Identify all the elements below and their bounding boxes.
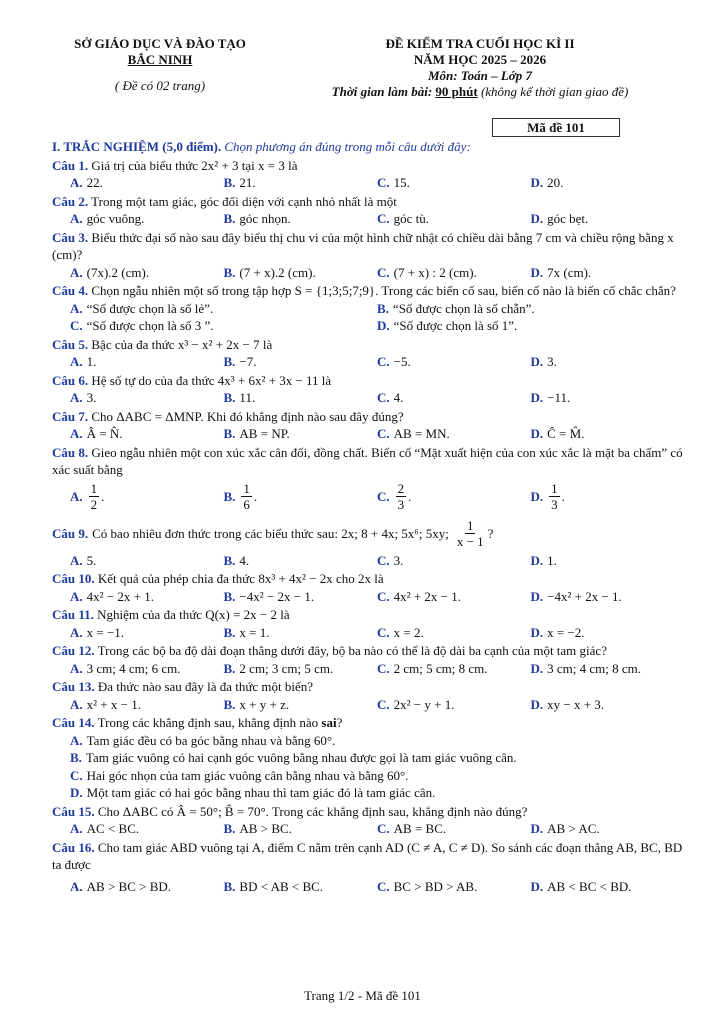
option-label: D. — [530, 354, 544, 369]
option-label: D. — [530, 821, 544, 836]
option-label: C. — [377, 354, 390, 369]
option-text: 3. — [393, 552, 404, 568]
option-b — [224, 264, 378, 282]
option-text: xy − x + 3. — [547, 696, 605, 712]
time-label: Thời gian làm bài: — [331, 84, 433, 99]
option-label: D. — [530, 390, 544, 405]
option-a — [70, 425, 224, 443]
option-label: D. — [530, 175, 544, 190]
option-label: C. — [377, 390, 390, 405]
option-c — [377, 878, 531, 896]
question — [52, 336, 684, 354]
option-text: 21. — [239, 175, 256, 190]
option-label: D. — [530, 624, 544, 640]
option-a — [70, 264, 224, 282]
option-label: A. — [70, 426, 83, 441]
question-number: Câu 4. — [52, 283, 89, 298]
option-text: 4x² + 2x − 1. — [393, 588, 461, 604]
option-label: C. — [377, 624, 390, 640]
fraction — [89, 481, 100, 512]
question-text: Kết quả của phép chia đa thức 8x³ + 4x² − 2x cho 2x là — [97, 571, 384, 586]
options-row — [52, 389, 684, 407]
option-label: C. — [377, 264, 390, 280]
option-label: A. — [70, 821, 83, 836]
option-label: A. — [70, 300, 83, 316]
option-text: 2 cm; 5 cm; 8 cm. — [393, 660, 488, 676]
numerator: 1 — [551, 481, 558, 496]
option-text: x = −2. — [547, 624, 585, 640]
options-row — [52, 660, 684, 678]
option-label: B. — [223, 821, 236, 836]
option-text: “Số được chọn là số lẻ”. — [86, 300, 214, 316]
question-number: Câu 10. — [52, 571, 95, 586]
option-a — [70, 174, 224, 192]
question-number: Câu 16. — [52, 839, 95, 855]
option-text: 4x² − 2x + 1. — [86, 588, 154, 604]
option-label: D. — [530, 211, 544, 226]
option-text: 15. — [393, 175, 410, 190]
question-number: Câu 2. — [52, 193, 89, 209]
question-text: Đa thức nào sau đây là đa thức một biến? — [97, 679, 314, 694]
options-row — [52, 820, 684, 838]
option-a: A. $\frac{1}{2}$ . — [70, 481, 105, 512]
options-row — [52, 317, 684, 335]
option-text: −7. — [239, 354, 257, 369]
option-a — [70, 353, 224, 371]
option-c — [377, 624, 531, 642]
option-b — [224, 820, 378, 838]
option-label: A. — [70, 660, 83, 676]
option-text: 4. — [239, 552, 250, 568]
option-text: 5. — [86, 552, 97, 568]
header-left — [40, 36, 280, 94]
question-text: Gieo ngẫu nhiên một con xúc xắc cân đối, đồng chất. Biến cố “Mặt xuất hiện của con xúc xắc là mặt ba chấm” có xác suất bằng — [52, 444, 683, 477]
option-text: x + y + z. — [239, 696, 290, 712]
question — [52, 282, 684, 300]
option-label: C. — [377, 878, 390, 894]
option-text: 20. — [547, 175, 564, 190]
option-d — [377, 317, 684, 335]
option-text: 3. — [547, 354, 557, 369]
option-a — [70, 389, 224, 407]
question-text: Cho ΔABC có Â = 50°; B̂ = 70°. Trong các khẳng định sau, khẳng định nào đúng? — [97, 803, 528, 819]
option-label: B. — [223, 175, 236, 190]
option-c — [377, 389, 531, 407]
question-number: Câu 13. — [52, 679, 95, 694]
option-c: C. $\frac{2}{3}$ . — [377, 481, 412, 512]
option-label: A. — [70, 552, 83, 568]
option-text: BD < AB < BC. — [239, 878, 324, 894]
option-text: x = 2. — [393, 624, 424, 640]
option-c — [70, 317, 377, 335]
option-b — [224, 210, 378, 228]
option-label: D. — [530, 426, 544, 441]
option-c — [377, 588, 531, 606]
denominator: 6 — [243, 497, 250, 512]
question-text: Trong các bộ ba độ dài đoạn thẳng dưới đây, bộ ba nào có thể là độ dài ba cạnh của một tam giác? — [97, 643, 607, 658]
option-label: A. — [70, 354, 83, 369]
statement-d — [52, 784, 684, 802]
options-row — [52, 174, 684, 192]
option-label: B. — [223, 660, 236, 676]
numerator: 1 — [466, 518, 474, 533]
option-text: (7 + x) : 2 (cm). — [393, 264, 477, 280]
option-text: góc nhọn. — [239, 211, 291, 226]
option-text: 3 cm; 4 cm; 8 cm. — [547, 660, 642, 676]
option-a — [70, 696, 224, 714]
option-label: D. — [530, 878, 544, 894]
option-d — [531, 552, 685, 570]
option-text: x² + x − 1. — [86, 696, 141, 712]
option-text: 7x (cm). — [547, 264, 592, 280]
fraction — [549, 481, 560, 512]
option-text: AB > BC > BD. — [86, 878, 172, 894]
option-text: góc bẹt. — [547, 211, 589, 226]
option-d: D. $\frac{1}{3}$ . — [530, 481, 565, 512]
question — [52, 157, 684, 175]
question-number: Câu 15. — [52, 803, 95, 819]
option-text: (7x).2 (cm). — [86, 264, 150, 280]
numerator: 2 — [397, 481, 405, 496]
province-name: BẮC NINH — [127, 52, 193, 67]
page-footer: Trang 1/2 - Mã đề 101 — [304, 988, 421, 1003]
question-emphasis: sai — [321, 715, 337, 730]
option-label: D. — [530, 488, 544, 504]
options-row — [52, 624, 684, 642]
option-text: AB > BC. — [239, 821, 292, 836]
question-text: Nghiệm của đa thức Q(x) = 2x − 2 là — [97, 607, 290, 622]
option-c — [377, 552, 531, 570]
option-label: A. — [70, 732, 83, 748]
option-text: “Số được chọn là số 1”. — [393, 318, 518, 333]
option-label: C. — [377, 175, 390, 190]
question — [52, 193, 684, 211]
time-value: 90 phút — [435, 84, 478, 99]
question — [52, 570, 684, 588]
option-d — [531, 210, 685, 228]
question-text: Có bao nhiêu đơn thức trong các biểu thức sau: 2x; 8 + 4x; 5x⁶; 5xy; — [92, 525, 449, 541]
question — [52, 372, 684, 390]
option-text: x = 1. — [239, 624, 270, 640]
option-label: B. — [223, 588, 236, 604]
question-number: Câu 8. — [52, 444, 89, 460]
option-c — [377, 660, 531, 678]
option-label: B. — [223, 264, 236, 280]
option-text: Hai góc nhọn của tam giác vuông cân bằng nhau và bằng 60°. — [86, 767, 409, 783]
option-c — [377, 174, 531, 192]
option-text: AB = NP. — [239, 426, 290, 441]
time-line — [290, 84, 670, 100]
option-label: C. — [70, 767, 83, 783]
denominator: x − 1 — [456, 534, 484, 549]
option-text: AB > AC. — [547, 821, 600, 836]
option-label: B. — [223, 552, 236, 568]
option-text: AB = MN. — [393, 426, 450, 441]
options-row — [52, 210, 684, 228]
question — [52, 678, 684, 696]
question-number: Câu 9. — [52, 525, 89, 541]
fraction — [241, 481, 252, 512]
options-row — [52, 264, 684, 282]
option-text: 22. — [86, 175, 103, 190]
option-label: B. — [223, 696, 236, 712]
question — [52, 229, 684, 264]
option-b — [224, 696, 378, 714]
exam-code-box: Mã đề 101 — [492, 118, 620, 137]
option-label: B. — [223, 390, 236, 405]
question-text: Trong một tam giác, góc đối diện với cạnh nhỏ nhất là một — [91, 193, 397, 209]
option-text: góc tù. — [393, 211, 430, 226]
option-label: A. — [70, 488, 83, 504]
question — [52, 408, 684, 426]
option-text: 1. — [547, 552, 557, 568]
option-label: A. — [70, 878, 83, 894]
denominator: 3 — [397, 497, 405, 512]
options-row — [52, 353, 684, 371]
subject: Môn: Toán – Lớp 7 — [427, 68, 532, 83]
option-label: C. — [70, 318, 83, 333]
numerator: 1 — [90, 481, 98, 496]
option-text: AB < BC < BD. — [547, 878, 632, 894]
options-row — [52, 696, 684, 714]
question-number: Câu 1. — [52, 157, 89, 173]
option-c — [377, 210, 531, 228]
option-text: AC < BC. — [86, 821, 140, 836]
option-label: C. — [377, 211, 390, 226]
option-d — [531, 878, 685, 896]
question — [52, 839, 684, 874]
option-label: C. — [377, 696, 390, 712]
numerator: 1 — [243, 481, 250, 496]
school-year: NĂM HỌC 2025 – 2026 — [413, 52, 547, 67]
question-text: Giá trị của biểu thức 2x² + 3 tại x = 3 là — [91, 157, 298, 173]
option-label: B. — [223, 211, 236, 226]
option-label: A. — [70, 211, 83, 226]
question-number: Câu 3. — [52, 229, 89, 245]
option-text: 2 cm; 3 cm; 5 cm. — [239, 660, 334, 676]
option-label: A. — [70, 175, 83, 190]
option-b — [224, 588, 378, 606]
option-d — [531, 353, 685, 371]
option-c — [377, 820, 531, 838]
option-label: B. — [223, 878, 236, 894]
option-text: 11. — [239, 390, 256, 405]
options-row — [52, 588, 684, 606]
option-a — [70, 820, 224, 838]
option-label: D. — [530, 588, 544, 604]
pages-note: ( Đề có 02 trang) — [114, 78, 206, 93]
option-b: B. $\frac{1}{6}$ . — [223, 481, 258, 512]
option-d — [531, 264, 685, 282]
option-text: 1. — [86, 354, 97, 369]
option-label: D. — [530, 264, 544, 280]
option-text: AB = BC. — [393, 821, 447, 836]
question — [52, 803, 684, 821]
option-label: C. — [377, 821, 390, 836]
fraction — [455, 518, 486, 549]
denominator: 3 — [551, 497, 558, 512]
option-a — [70, 624, 224, 642]
question-text: Hệ số tự do của đa thức 4x³ + 6x² + 3x − 11 là — [91, 372, 332, 388]
option-text: 3. — [86, 390, 97, 405]
option-b — [224, 878, 378, 896]
option-text: Â = N̂. — [86, 426, 123, 441]
statement-b — [52, 749, 684, 767]
section-instruction: Chọn phương án đúng trong mỗi câu dưới đây: — [224, 139, 471, 154]
header-right — [290, 36, 670, 100]
time-note: (không kể thời gian giao đề) — [480, 84, 629, 99]
option-label: D. — [377, 318, 390, 333]
option-b — [224, 425, 378, 443]
option-label: A. — [70, 390, 83, 405]
fraction — [396, 481, 407, 512]
option-label: D. — [530, 552, 544, 568]
options-row — [52, 878, 684, 896]
option-text: −4x² + 2x − 1. — [547, 588, 622, 604]
option-label: B. — [223, 624, 236, 640]
question-text: Cho ΔABC = ΔMNP. Khi đó khẳng định nào sau đây đúng? — [91, 408, 404, 424]
question — [52, 444, 684, 479]
option-c — [377, 353, 531, 371]
question-number: Câu 7. — [52, 408, 89, 424]
option-d — [531, 425, 685, 443]
section-heading: I. TRẮC NGHIỆM (5,0 điểm). — [52, 139, 222, 154]
question-text: Chọn ngẫu nhiên một số trong tập hợp S = {1;3;5;7;9}. Trong các biến cố sau, biến cố nào là biến cố chắc chắn? — [91, 283, 676, 298]
statement-c — [52, 767, 684, 785]
option-a — [70, 588, 224, 606]
option-label: B. — [70, 750, 82, 765]
option-b — [377, 300, 684, 318]
option-label: C. — [377, 426, 390, 441]
option-c — [377, 696, 531, 714]
question-number: Câu 6. — [52, 372, 89, 388]
option-b — [224, 174, 378, 192]
question-text: Bậc của đa thức x³ − x² + 2x − 7 là — [91, 336, 273, 352]
option-c — [377, 264, 531, 282]
option-a — [70, 300, 377, 318]
question-number: Câu 5. — [52, 336, 89, 352]
question-text-end: ? — [336, 715, 343, 730]
option-text: Tam giác vuông có hai cạnh góc vuông bằng nhau được gọi là tam giác vuông cân. — [85, 750, 517, 765]
exam-title: ĐỀ KIỂM TRA CUỐI HỌC KÌ II — [385, 36, 575, 51]
option-a — [70, 552, 224, 570]
question — [52, 516, 684, 552]
denominator: 2 — [90, 497, 98, 512]
option-label: C. — [377, 488, 390, 504]
question-number: Câu 14. — [52, 715, 95, 730]
question — [52, 606, 684, 624]
option-a — [70, 878, 224, 896]
statement-a — [52, 732, 684, 750]
option-d — [531, 174, 685, 192]
question-number: Câu 11. — [52, 607, 94, 622]
option-text: 3 cm; 4 cm; 6 cm. — [86, 660, 181, 676]
option-text: 4. — [393, 390, 404, 405]
option-label: B. — [223, 426, 236, 441]
option-b — [224, 624, 378, 642]
questions-area — [52, 138, 684, 895]
option-label: C. — [377, 660, 390, 676]
option-label: A. — [70, 588, 83, 604]
option-text: góc vuông. — [86, 211, 145, 226]
question-text: Cho tam giác ABD vuông tại A, điểm C nằm trên cạnh AD (C ≠ A, C ≠ D). So sánh các đoạn thẳng AB, BC, BD ta được — [52, 839, 683, 872]
option-label: B. — [223, 488, 236, 504]
options-row — [52, 300, 684, 318]
options-row — [52, 425, 684, 443]
option-a — [70, 210, 224, 228]
option-text: x = −1. — [86, 624, 125, 640]
option-text: 2x² − y + 1. — [393, 696, 455, 712]
options-row — [52, 479, 684, 515]
option-label: A. — [70, 624, 83, 640]
option-text: −4x² − 2x − 1. — [239, 588, 315, 604]
question-text: Trong các khẳng định sau, khẳng định nào — [97, 715, 319, 730]
option-b — [224, 660, 378, 678]
option-a — [70, 660, 224, 678]
option-text: “Số được chọn là số chẵn”. — [392, 300, 535, 316]
option-b — [224, 353, 378, 371]
section-title — [52, 138, 684, 156]
option-d — [531, 820, 685, 838]
question-text: Biểu thức đại số nào sau đây biểu thị chu vi của một hình chữ nhật có chiều dài bằng 7 cm và chiều rộng bằng x (cm)? — [52, 229, 674, 262]
option-d — [531, 389, 685, 407]
option-text: Tam giác đều có ba góc bằng nhau và bằng 60°. — [86, 732, 336, 748]
option-text: Ĉ = M̂. — [547, 426, 585, 441]
option-text: (7 + x).2 (cm). — [239, 264, 316, 280]
option-label: A. — [70, 264, 83, 280]
question-number: Câu 12. — [52, 643, 95, 658]
option-label: B. — [223, 354, 236, 369]
option-text: BC > BD > AB. — [393, 878, 478, 894]
option-label: A. — [70, 696, 83, 712]
option-text: Một tam giác có hai góc bằng nhau thì tam giác đó là tam giác cân. — [86, 785, 436, 800]
options-row — [52, 552, 684, 570]
option-d — [531, 660, 685, 678]
option-label: D. — [530, 696, 544, 712]
question-text-end: ? — [487, 525, 494, 541]
option-text: −5. — [393, 354, 411, 369]
option-label: B. — [377, 300, 389, 316]
question — [52, 714, 684, 732]
option-c — [377, 425, 531, 443]
option-b — [224, 552, 378, 570]
option-d — [531, 696, 685, 714]
option-d — [531, 588, 685, 606]
option-text: “Số được chọn là số 3 ”. — [86, 318, 214, 333]
option-text: −11. — [547, 390, 571, 405]
option-d — [531, 624, 685, 642]
option-label: D. — [530, 660, 544, 676]
option-label: D. — [70, 785, 83, 800]
option-label: C. — [377, 552, 390, 568]
department-name: SỞ GIÁO DỤC VÀ ĐÀO TẠO — [74, 36, 246, 51]
option-b — [224, 389, 378, 407]
question — [52, 642, 684, 660]
option-label: C. — [377, 588, 390, 604]
